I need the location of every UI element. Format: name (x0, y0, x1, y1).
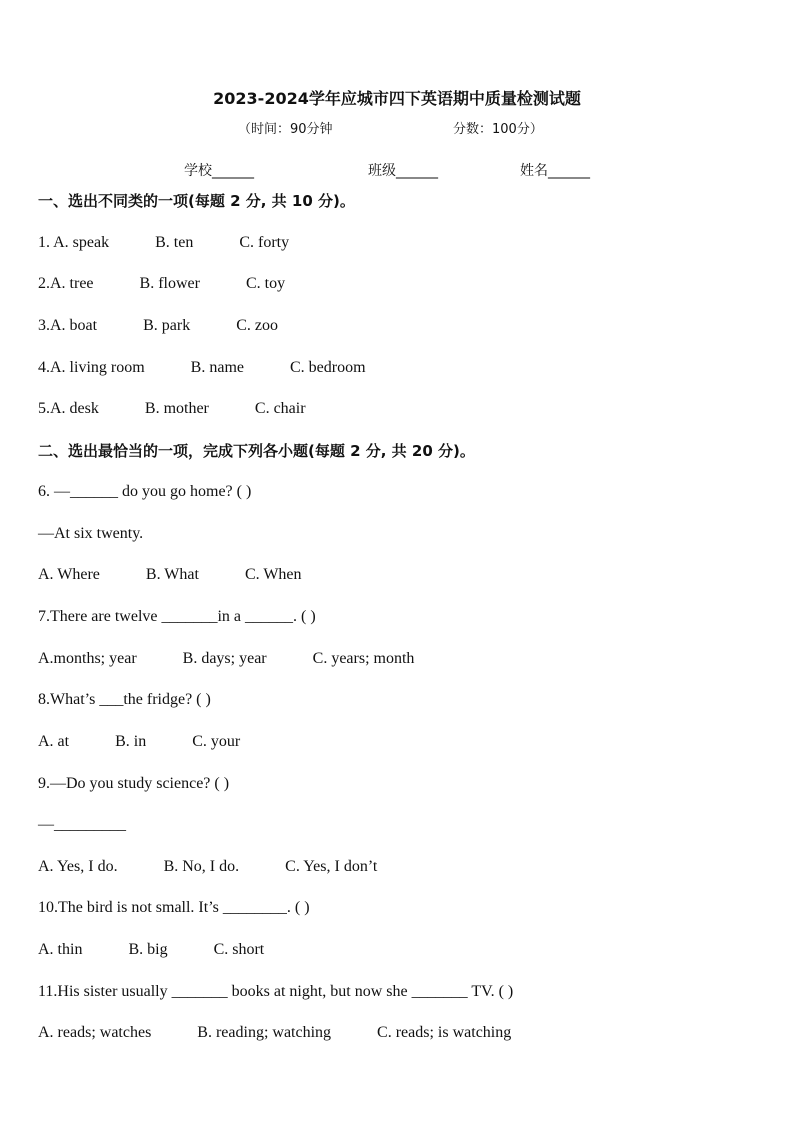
option-c: C. forty (239, 234, 290, 251)
question-7-stem: 7.There are twelve _______in a ______. ( ) (38, 608, 316, 625)
class-field: 班级______ (368, 163, 438, 179)
option-b: B. park (143, 317, 191, 334)
option-a: A. Yes, I do. (38, 858, 118, 875)
option-a: A. thin (38, 941, 83, 958)
option-a: A. Where (38, 566, 100, 583)
question-4 (38, 358, 366, 378)
page-title: 2023-2024学年应城市四下英语期中质量检测试题 (213, 89, 581, 108)
question-9-reply: —_________ (38, 816, 126, 833)
option-b: B. flower (139, 275, 200, 292)
option-c: C. years; month (312, 650, 415, 667)
question-6-stem: 6. —______ do you go home? ( ) (38, 483, 252, 500)
question-8-stem: 8.What’s ___the fridge? ( ) (38, 691, 211, 708)
option-a: 3.A. boat (38, 317, 98, 334)
option-c: C. zoo (236, 317, 278, 334)
section-heading-2: 二、选出最恰当的一项，完成下列各小题(每题 2 分, 共 20 分)。 (38, 442, 475, 460)
option-b: B. What (145, 566, 199, 583)
option-a: 2.A. tree (38, 275, 94, 292)
option-c: C. bedroom (290, 359, 366, 376)
option-b: B. in (115, 733, 147, 750)
option-b: B. ten (155, 234, 194, 251)
question-5 (38, 399, 306, 419)
option-c: C. reads; is watching (377, 1024, 512, 1041)
option-a: 1. A. speak (38, 234, 110, 251)
option-a: 5.A. desk (38, 400, 99, 417)
question-6-options (38, 565, 302, 585)
option-c: C. toy (245, 275, 286, 292)
section-heading-1: 一、选出不同类的一项(每题 2 分, 共 10 分)。 (38, 192, 355, 210)
question-11-options (38, 1023, 511, 1043)
option-c: C. short (213, 941, 265, 958)
option-c: C. your (192, 733, 241, 750)
option-b: B. big (128, 941, 168, 958)
option-b: B. name (190, 359, 244, 376)
name-field: 姓名______ (520, 163, 590, 179)
question-9-stem: 9.—Do you study science? ( ) (38, 775, 230, 792)
question-8-options (38, 732, 240, 752)
option-a: A. at (38, 733, 70, 750)
option-b: B. reading; watching (197, 1024, 332, 1041)
score-info: 分数：100分） (453, 122, 543, 137)
question-2 (38, 274, 285, 294)
question-7-options (38, 649, 414, 669)
question-3 (38, 316, 278, 336)
question-10-options (38, 940, 264, 960)
question-10-stem: 10.The bird is not small. It’s ________. ( ) (38, 899, 310, 916)
question-1 (38, 233, 289, 253)
question-6-reply: —At six twenty. (38, 525, 144, 542)
time-info: （时间：90分钟 (238, 122, 333, 137)
option-a: 4.A. living room (38, 359, 145, 376)
option-b: B. days; year (182, 650, 267, 667)
option-c: C. When (244, 566, 302, 583)
option-b: B. mother (144, 400, 209, 417)
option-a: A.months; year (38, 650, 137, 667)
option-c: C. Yes, I don’t (285, 858, 378, 875)
option-c: C. chair (254, 400, 306, 417)
question-11-stem: 11.His sister usually _______ books at night, but now she _______ TV. ( ) (38, 983, 514, 1000)
option-a: A. reads; watches (38, 1024, 152, 1041)
question-9-options (38, 857, 377, 877)
option-b: B. No, I do. (163, 858, 240, 875)
school-field: 学校______ (184, 163, 254, 179)
